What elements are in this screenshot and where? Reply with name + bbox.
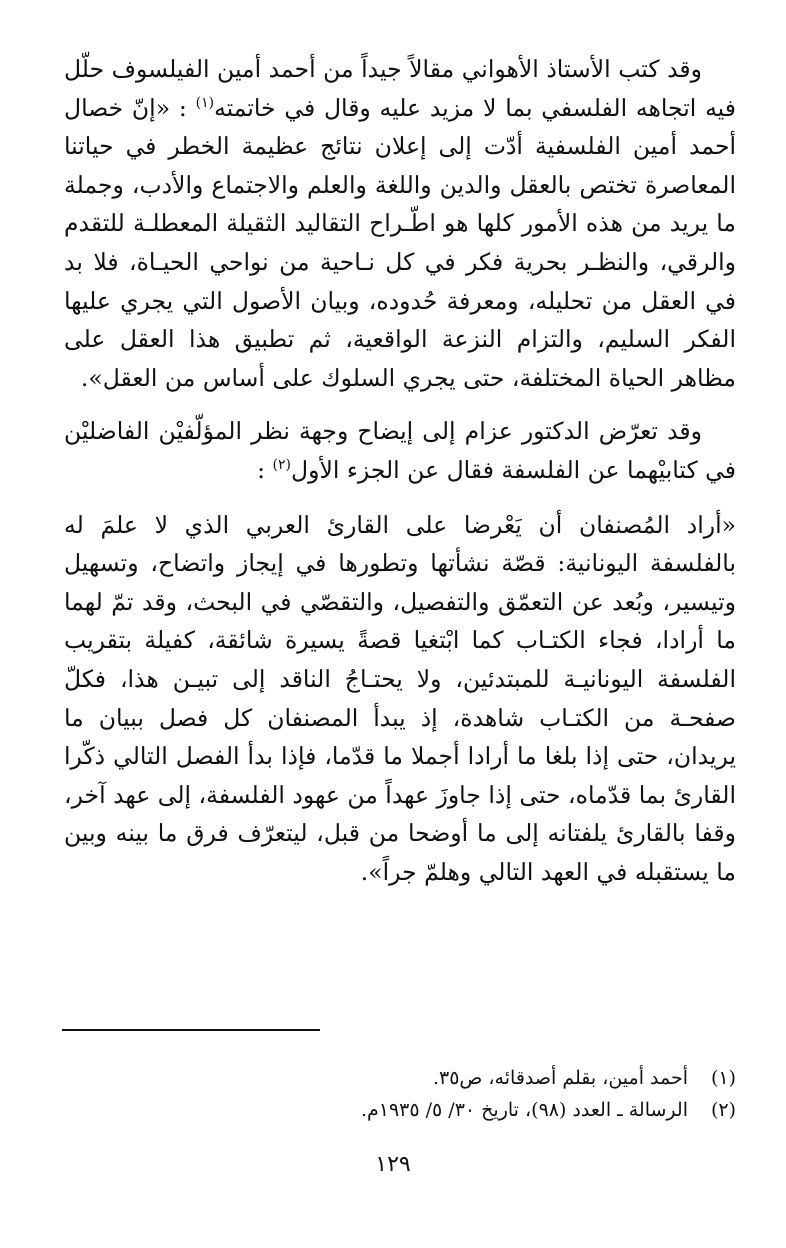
- footnote-2-number: (٢): [710, 1099, 736, 1121]
- paragraph-3-quote: «أراد المُصنفان أن يَعْرضا على القارئ العربي الذي لا علمَ له بالفلسفة اليونانية: قصّة نشأتها وتطورها في إيجاز واتضاح، وتسهيل وتيسير، وبُعد عن التعمّق والتفصيل، والتقصّي في البحث، وقد تمّ لهما ما أرادا، فجاء الكتـاب كما ابْتغيا قصةً يسيرة شائقة، كفيلة بتقريب الفلسفة اليونانيـة للمبتدئين، ولا يحتـاجُ الناقد إلى تبيـن هذا، فكلّ صفحـة من الكتـاب شاهدة، إذ يبدأ المصنفان كل فصل ببيان ما يريدان، حتى إذا بلغا ما أرادا أجملا ما قدّما، فإذا بدأ الفصل التالي ذكّرا القارئ بما قدّماه، حتى إذا جاوزَ عهداً من عهود الفلسفة، إلى عهد آخر، وقفا بالقارئ يلفتانه إلى ما أوضحا من قبل، ليتعرّف فرق ما بينه وبين ما يستقبله في العهد التالي وهلمّ جراً».: [64, 510, 736, 886]
- footnote-1: [64, 1062, 736, 1094]
- paragraph-2-text-a: وقد تعرّض الدكتور عزام إلى إيضاح وجهة نظر المؤلّفيْن الفاضليْن في كتابيْهما عن الفلسفة فقال عن الجزء الأول: [64, 417, 736, 484]
- footnote-ref-1: (١): [195, 94, 215, 111]
- footnote-divider: [62, 1029, 320, 1031]
- paragraph-2-text-b: :: [257, 455, 266, 484]
- paragraph-1: [64, 50, 736, 397]
- footnote-1-number: (١): [710, 1067, 736, 1089]
- paragraph-2: [64, 412, 736, 489]
- footnote-ref-2: (٢): [272, 457, 292, 474]
- footnotes: [64, 1062, 736, 1126]
- paragraph-1-text-a: وقد كتب الأستاذ الأهواني مقالاً جيداً من أحمد أمين الفيلسوف حلّل فيه اتجاهه الفلسفي بما لا مزيد عليه وقال في خاتمته: [64, 55, 736, 122]
- footnote-2-text: الرسالة ـ العدد (٩٨)، تاريخ ٣٠/ ٥/ ١٩٣٥م.: [360, 1099, 688, 1121]
- footnote-1-text: أحمد أمين، بقلم أصدقائه، ص٣٥.: [432, 1067, 688, 1089]
- paragraph-1-text-b: : «إنّ خصال أحمد أمين الفلسفية أدّت إلى إعلان نتائج عظيمة الخطر في حياتنا المعاصرة تختص بالعقل والدين واللغة والعلم والاجتماع والأدب، وجملة ما يريد من هذه الأمور كلها هو اطّـراح التقاليد الثقيلة المعطلـة للتقدم والرقي، والنظـر بحرية فكر في كل نـاحية من نواحي الحيـاة، فلا بد في العقل من تحليله، ومعرفة حُدوده، وبيان الأصول التي يجري عليها الفكر السليم، والتزام النزعة الواقعية، ثم تطبيق هذا العقل على مظاهر الحياة المختلفة، حتى يجري السلوك على أساس من العقل».: [64, 93, 736, 392]
- main-text: [64, 50, 736, 891]
- page-number: ١٢٩: [375, 1152, 411, 1177]
- footnote-2: [64, 1094, 736, 1126]
